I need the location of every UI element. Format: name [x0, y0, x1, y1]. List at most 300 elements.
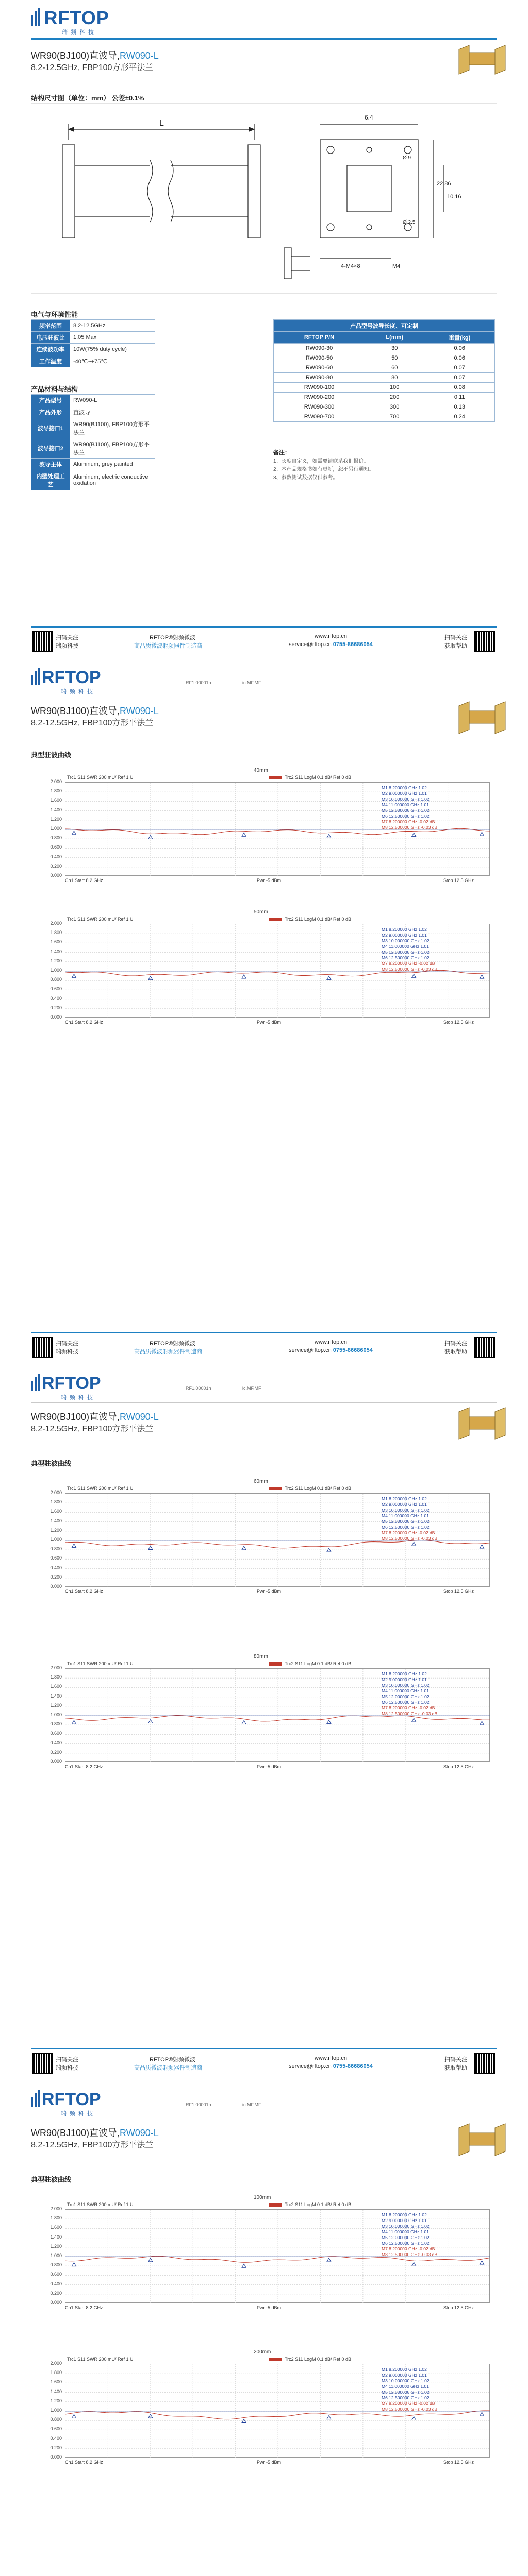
title-text: WR90(BJ100)直波导, — [31, 1412, 120, 1422]
marker-triangle-icon — [480, 832, 484, 836]
footer-banner — [0, 2048, 528, 2079]
banner-slogan-2: 高品质微波射频器件制造商 — [134, 1349, 202, 1355]
banner-rule — [31, 2048, 497, 2049]
prod-col-header: L(mm) — [365, 332, 424, 344]
y-tick-label: 0.400 — [50, 1565, 62, 1570]
swr-plot — [31, 2349, 497, 2472]
swr-plot — [31, 909, 497, 1032]
prod-cell: 80 — [365, 373, 424, 383]
y-tick-label: 0.800 — [50, 977, 62, 982]
plot-trace2-legend — [269, 2357, 351, 2362]
marker-readout — [382, 2212, 437, 2258]
dim-width-label: 6.4 — [365, 114, 373, 121]
marker-triangle-icon — [242, 1720, 246, 1724]
banner-slogan: RFTOP®射频微波 — [150, 635, 196, 641]
banner-slogan-2: 高品质微波射频器件制造商 — [134, 2065, 202, 2071]
wechat-qr-icon — [32, 631, 53, 652]
banner-site-link[interactable]: www.rftop.cn — [315, 1339, 347, 1345]
prod-cell: RW090-300 — [274, 402, 365, 412]
mat-label: 产品型号 — [31, 395, 70, 406]
y-tick-label: 1.400 — [50, 948, 62, 954]
y-tick-label: 0.200 — [50, 2445, 62, 2450]
banner-contact — [289, 1347, 373, 1353]
product-subtitle: 8.2-12.5GHz, FBP100方形平法兰 — [31, 2141, 154, 2149]
banner-email-link[interactable]: service@rftop.cn — [289, 641, 332, 648]
legend-text: Trc2 S11 LogM 0.1 dB/ Ref 0 dB — [285, 1661, 352, 1666]
prod-row — [274, 393, 495, 402]
product-subtitle: 8.2-12.5GHz, FBP100方形平法兰 — [31, 1425, 154, 1433]
plot-trace1-header: Trc1 S11 SWR 200 mU/ Ref 1 U — [67, 775, 134, 780]
y-tick-label: 1.200 — [50, 1702, 62, 1708]
plot-stop-label: Stop 12.5 GHz — [443, 2460, 474, 2465]
y-tick-label: 0.800 — [50, 2417, 62, 2422]
y-tick-label: 1.000 — [50, 1537, 62, 1542]
legend-text: Trc2 S11 LogM 0.1 dB/ Ref 0 dB — [285, 917, 352, 922]
banner-site-link[interactable]: www.rftop.cn — [315, 633, 347, 639]
marker-readout — [382, 1496, 437, 1541]
marker-line: M6 12.500000 GHz 1.02 — [382, 1524, 430, 1530]
plot-title: 40mm — [254, 768, 268, 773]
waveguide-photo — [454, 43, 510, 76]
brand-logo: RFTOP — [31, 7, 109, 29]
banner-phone: 0755-86686054 — [333, 641, 373, 648]
note-item: 3、参数测试数据仅供参考。 — [273, 475, 338, 481]
doc-number: RF1.00001h — [186, 2102, 211, 2107]
logo-subtitle: 瑞频科技 — [61, 2111, 96, 2117]
plot-title: 60mm — [254, 1479, 268, 1484]
marker-triangle-icon — [72, 2263, 76, 2266]
plot-power-label: Pwr -5 dBm — [257, 1020, 282, 1025]
marker-line: M2 9.000000 GHz 1.01 — [382, 2218, 427, 2223]
prod-cell: 300 — [365, 402, 424, 412]
dimension-drawing — [31, 103, 497, 294]
banner-slogan-2: 高品质微波射频器件制造商 — [134, 643, 202, 649]
marker-line: M4 11.000000 GHz 1.01 — [382, 1513, 429, 1518]
product-title: WR90(BJ100)直波导,RW090-L — [31, 50, 159, 61]
y-tick-label: 0.200 — [50, 1005, 62, 1010]
prod-cell: 0.13 — [424, 402, 495, 412]
plot-trace2-legend — [269, 1486, 351, 1491]
marker-line: M4 11.000000 GHz 1.01 — [382, 1688, 429, 1693]
y-tick-label: 0.400 — [50, 2435, 62, 2441]
mat-value: Aluminum, electric conductive oxidation — [70, 470, 155, 490]
y-tick-label: 0.600 — [50, 2426, 62, 2432]
banner-rule — [31, 626, 497, 628]
product-subtitle: 8.2-12.5GHz, FBP100方形平法兰 — [31, 63, 154, 72]
marker-triangle-icon — [72, 831, 76, 835]
marker-line: M4 11.000000 GHz 1.01 — [382, 2384, 429, 2389]
prod-cell: RW090-80 — [274, 373, 365, 383]
brand-logo — [31, 2090, 101, 2110]
y-tick-label: 2.000 — [50, 921, 62, 926]
mat-label: 产品外形 — [31, 406, 70, 418]
marker-triangle-icon — [480, 2261, 484, 2264]
help-qr-icon — [474, 631, 495, 652]
marker-line: M8 12.500000 GHz -0.03 dB — [382, 1536, 438, 1541]
mat-row — [31, 459, 155, 470]
qr-label-2: 获取帮助 — [444, 643, 467, 649]
marker-line: M2 9.000000 GHz 1.01 — [382, 1677, 427, 1682]
note-item: 2、本产品规格书如有更新，恕不另行通知。 — [273, 467, 374, 472]
prod-cell: RW090-100 — [274, 383, 365, 393]
marker-line: M3 10.000000 GHz 1.02 — [382, 2224, 430, 2229]
marker-triangle-icon — [412, 974, 416, 978]
banner-site-link[interactable]: www.rftop.cn — [315, 2055, 347, 2061]
plot-title: 50mm — [254, 909, 268, 915]
marker-line: M4 11.000000 GHz 1.01 — [382, 2229, 429, 2234]
y-tick-label: 0.800 — [50, 2262, 62, 2268]
plot-start-label: Ch1 Start 8.2 GHz — [65, 1589, 103, 1594]
y-tick-label: 0.000 — [50, 1759, 62, 1764]
elec-table — [31, 319, 155, 367]
marker-line: M6 12.500000 GHz 1.02 — [382, 2395, 430, 2400]
prod-cell: 0.24 — [424, 412, 495, 422]
marker-line: M1 8.200000 GHz 1.02 — [382, 927, 427, 932]
curve-section-title: 典型驻波曲线 — [31, 751, 72, 759]
y-tick-label: 0.200 — [50, 2290, 62, 2296]
wechat-label-1: 扫码关注 — [56, 2057, 78, 2063]
marker-line: M7 8.200000 GHz -0.02 dB — [382, 1705, 435, 1710]
prod-cell: RW090-60 — [274, 363, 365, 373]
elec-row — [31, 344, 155, 355]
curve-section-title: 典型驻波曲线 — [31, 2176, 72, 2183]
plot-stop-label: Stop 12.5 GHz — [443, 878, 474, 883]
y-tick-label: 0.800 — [50, 835, 62, 841]
y-tick-label: 0.600 — [50, 2272, 62, 2277]
waveguide-photo — [454, 1405, 510, 1442]
elec-value: 8.2-12.5GHz — [70, 320, 155, 332]
legend-swatch — [269, 918, 282, 921]
plot-power-label: Pwr -5 dBm — [257, 1764, 282, 1769]
marker-triangle-icon — [327, 2416, 331, 2419]
curve-section-title: 典型驻波曲线 — [31, 1460, 72, 1467]
legend-text: Trc2 S11 LogM 0.1 dB/ Ref 0 dB — [285, 2357, 352, 2362]
marker-triangle-icon — [412, 2262, 416, 2266]
plot-power-label: Pwr -5 dBm — [257, 2305, 282, 2310]
marker-line: M8 12.500000 GHz -0.03 dB — [382, 825, 438, 830]
marker-line: M7 8.200000 GHz -0.02 dB — [382, 1530, 435, 1535]
y-tick-label: 0.400 — [50, 2281, 62, 2286]
plot-title: 80mm — [254, 1654, 268, 1659]
mat-label: 波导接口2 — [31, 438, 70, 459]
legend-swatch — [269, 1662, 282, 1666]
prod-row — [274, 373, 495, 383]
marker-line: M2 9.000000 GHz 1.01 — [382, 791, 427, 796]
marker-line: M5 12.000000 GHz 1.02 — [382, 808, 430, 813]
footer-banner — [0, 626, 528, 657]
doc-code: ic.MF.MF — [242, 680, 261, 685]
y-tick-label: 1.600 — [50, 939, 62, 945]
marker-triangle-icon — [242, 1546, 246, 1550]
legend-swatch — [269, 776, 282, 779]
help-qr-icon — [474, 1337, 495, 1358]
y-tick-label: 1.000 — [50, 2253, 62, 2258]
marker-line: M6 12.500000 GHz 1.02 — [382, 1700, 430, 1705]
prod-row — [274, 402, 495, 412]
prod-title: 产品型号波导长度、可定制 — [274, 320, 495, 332]
prod-row — [274, 353, 495, 363]
y-tick-label: 1.600 — [50, 1509, 62, 1514]
marker-line: M8 12.500000 GHz -0.03 dB — [382, 1711, 438, 1716]
marker-triangle-icon — [480, 1545, 484, 1548]
marker-line: M6 12.500000 GHz 1.02 — [382, 814, 430, 819]
y-tick-label: 1.200 — [50, 816, 62, 822]
elec-label: 工作温度 — [31, 355, 70, 367]
page-header — [0, 665, 528, 742]
plot-stop-label: Stop 12.5 GHz — [443, 1020, 474, 1025]
prod-cell: 0.11 — [424, 393, 495, 402]
mat-row — [31, 418, 155, 438]
doc-number: RF1.00001h — [186, 680, 211, 685]
y-tick-label: 1.600 — [50, 1684, 62, 1689]
prod-cell: 0.07 — [424, 373, 495, 383]
banner-phone: 0755-86686054 — [333, 2063, 373, 2070]
marker-triangle-icon — [327, 834, 331, 838]
brand-logo — [31, 668, 101, 688]
dim-side2-label: 10.16 — [447, 194, 461, 200]
y-tick-label: 1.000 — [50, 826, 62, 831]
marker-triangle-icon — [412, 2417, 416, 2420]
plot-trace2-legend — [269, 917, 351, 922]
product-title — [31, 2126, 159, 2139]
y-tick-label: 1.800 — [50, 2215, 62, 2221]
note-item: 1、长度自定义，如需要请联系我们报价。 — [273, 459, 369, 464]
plot-title: 200mm — [254, 2349, 271, 2355]
y-tick-label: 0.000 — [50, 2454, 62, 2460]
banner-rule — [31, 1332, 497, 1333]
product-subtitle: 8.2-12.5GHz, FBP100方形平法兰 — [31, 719, 154, 727]
marker-line: M1 8.200000 GHz 1.02 — [382, 1496, 427, 1501]
page-header — [0, 1370, 528, 1448]
brand-logo — [31, 1374, 101, 1394]
plot-trace1-header: Trc1 S11 SWR 200 mU/ Ref 1 U — [67, 2202, 134, 2207]
qr-label-1: 扫码关注 — [444, 635, 467, 641]
marker-line: M4 11.000000 GHz 1.01 — [382, 802, 429, 807]
prod-cell: 0.06 — [424, 344, 495, 353]
y-tick-label: 1.800 — [50, 930, 62, 936]
elec-title: 电气与环境性能 — [31, 311, 78, 318]
prod-cell: RW090-30 — [274, 344, 365, 353]
y-tick-label: 1.600 — [50, 2379, 62, 2385]
marker-triangle-icon — [327, 2258, 331, 2262]
marker-line: M1 8.200000 GHz 1.02 — [382, 1671, 427, 1676]
dim-thread-label: M4 — [392, 263, 401, 269]
marker-line: M7 8.200000 GHz -0.02 dB — [382, 961, 435, 966]
marker-line: M5 12.000000 GHz 1.02 — [382, 950, 430, 955]
y-tick-label: 0.400 — [50, 854, 62, 859]
prod-cell: 50 — [365, 353, 424, 363]
marker-line: M1 8.200000 GHz 1.02 — [382, 2212, 427, 2217]
y-tick-label: 0.200 — [50, 1749, 62, 1755]
swr-plot — [31, 2195, 497, 2317]
header-rule — [31, 38, 497, 40]
marker-line: M8 12.500000 GHz -0.03 dB — [382, 967, 438, 972]
marker-triangle-icon — [480, 975, 484, 978]
marker-triangle-icon — [72, 1544, 76, 1547]
wechat-label-2: 瑞频科技 — [56, 643, 78, 649]
marker-line: M5 12.000000 GHz 1.02 — [382, 1519, 430, 1524]
y-tick-label: 2.000 — [50, 2206, 62, 2211]
y-tick-label: 0.000 — [50, 2300, 62, 2305]
marker-line: M7 8.200000 GHz -0.02 dB — [382, 819, 435, 824]
prod-cell: 200 — [365, 393, 424, 402]
marker-line: M7 8.200000 GHz -0.02 dB — [382, 2246, 435, 2251]
prod-cell: 30 — [365, 344, 424, 353]
product-models-table — [273, 319, 495, 422]
swr-plot — [31, 1654, 497, 1776]
marker-readout — [382, 2367, 437, 2412]
prod-cell: RW090-700 — [274, 412, 365, 422]
title-pn: RW090-L — [120, 706, 159, 716]
marker-triangle-icon — [72, 2414, 76, 2418]
prod-row — [274, 344, 495, 353]
y-tick-label: 1.400 — [50, 1518, 62, 1523]
mat-value: WR90(BJ100), FBP100方形平法兰 — [70, 418, 155, 438]
swr-plot — [31, 1479, 497, 1601]
y-tick-label: 1.200 — [50, 958, 62, 963]
marker-readout — [382, 1671, 437, 1717]
product-title — [31, 1410, 159, 1423]
footer-banner — [0, 1332, 528, 1363]
mat-title: 产品材料与结构 — [31, 385, 78, 393]
y-tick-label: 0.200 — [50, 1574, 62, 1580]
y-tick-label: 0.000 — [50, 873, 62, 878]
logo-bars-icon — [31, 8, 42, 29]
marker-line: M5 12.000000 GHz 1.02 — [382, 1694, 430, 1699]
plot-stop-label: Stop 12.5 GHz — [443, 1764, 474, 1769]
prod-cell: 700 — [365, 412, 424, 422]
elec-row — [31, 355, 155, 367]
y-tick-label: 1.800 — [50, 788, 62, 794]
y-tick-label: 1.200 — [50, 2243, 62, 2249]
swr-plot — [31, 768, 497, 890]
prod-cell: RW090-50 — [274, 353, 365, 363]
title-pn: RW090-L — [120, 2128, 159, 2138]
logo-subtitle: 瑞频科技 — [62, 29, 97, 36]
title-pn: RW090-L — [120, 1412, 159, 1422]
banner-email-link[interactable]: service@rftop.cn — [289, 1347, 332, 1353]
title-text: WR90(BJ100)直波导, — [31, 706, 120, 716]
header-rule — [31, 1402, 497, 1403]
legend-text: Trc2 S11 LogM 0.1 dB/ Ref 0 dB — [285, 1486, 352, 1491]
plot-trace1-header: Trc1 S11 SWR 200 mU/ Ref 1 U — [67, 2357, 134, 2362]
marker-line: M3 10.000000 GHz 1.02 — [382, 1507, 430, 1513]
y-tick-label: 0.400 — [50, 1740, 62, 1745]
marker-readout — [382, 785, 437, 831]
y-tick-label: 1.000 — [50, 968, 62, 973]
y-tick-label: 0.000 — [50, 1584, 62, 1589]
mat-row — [31, 470, 155, 490]
marker-triangle-icon — [327, 1720, 331, 1724]
mat-label: 内壁处理工艺 — [31, 470, 70, 490]
y-tick-label: 0.600 — [50, 844, 62, 850]
y-tick-label: 1.400 — [50, 1693, 62, 1699]
legend-text: Trc2 S11 LogM 0.1 dB/ Ref 0 dB — [285, 2202, 352, 2207]
prod-row — [274, 383, 495, 393]
logo-text: RFTOP — [42, 668, 101, 687]
marker-line: M7 8.200000 GHz -0.02 dB — [382, 2401, 435, 2406]
plot-trace1-header: Trc1 S11 SWR 200 mU/ Ref 1 U — [67, 1486, 134, 1491]
product-title — [31, 704, 159, 717]
banner-email-link[interactable]: service@rftop.cn — [289, 2063, 332, 2070]
banner-slogan: RFTOP®射频微波 — [150, 2057, 196, 2063]
banner-phone: 0755-86686054 — [333, 1347, 373, 1353]
marker-triangle-icon — [72, 974, 76, 978]
marker-line: M4 11.000000 GHz 1.01 — [382, 944, 429, 949]
elec-row — [31, 320, 155, 332]
prod-cell: 0.06 — [424, 353, 495, 363]
marker-line: M6 12.500000 GHz 1.02 — [382, 2241, 430, 2246]
elec-value: -40℃~+75℃ — [70, 355, 155, 367]
doc-code: ic.MF.MF — [242, 1386, 261, 1391]
prod-cell: 100 — [365, 383, 424, 393]
y-tick-label: 1.800 — [50, 1499, 62, 1505]
marker-triangle-icon — [242, 833, 246, 836]
prod-cell: RW090-200 — [274, 393, 365, 402]
marker-triangle-icon — [242, 2419, 246, 2423]
legend-text: Trc2 S11 LogM 0.1 dB/ Ref 0 dB — [285, 775, 352, 780]
notes-title: 备注： — [273, 450, 290, 456]
marker-line: M5 12.000000 GHz 1.02 — [382, 2235, 430, 2240]
help-qr-icon — [474, 2053, 495, 2074]
y-tick-label: 0.600 — [50, 986, 62, 992]
plot-stop-label: Stop 12.5 GHz — [443, 2305, 474, 2310]
logo-bars-icon — [31, 1374, 42, 1394]
qr-label-2: 获取帮助 — [444, 1349, 467, 1355]
marker-triangle-icon — [327, 976, 331, 980]
logo-subtitle: 瑞频科技 — [61, 1395, 96, 1401]
wechat-label-1: 扫码关注 — [56, 635, 78, 641]
plot-trace2-legend — [269, 1661, 351, 1666]
elec-value: 1.05 Max — [70, 332, 155, 344]
plot-trace1-header: Trc1 S11 SWR 200 mU/ Ref 1 U — [67, 1661, 134, 1666]
y-tick-label: 0.600 — [50, 1731, 62, 1736]
elec-label: 连续波功率 — [31, 344, 70, 355]
marker-triangle-icon — [412, 1718, 416, 1722]
prod-cell: 0.07 — [424, 363, 495, 373]
marker-line: M6 12.500000 GHz 1.02 — [382, 955, 430, 960]
y-tick-label: 2.000 — [50, 2361, 62, 2366]
mat-value: 直波导 — [70, 406, 155, 418]
marker-line: M8 12.500000 GHz -0.03 dB — [382, 2406, 438, 2412]
y-tick-label: 0.200 — [50, 863, 62, 869]
y-tick-label: 1.600 — [50, 2225, 62, 2230]
marker-line: M3 10.000000 GHz 1.02 — [382, 796, 430, 802]
page-header — [0, 2087, 528, 2164]
prod-cell: 60 — [365, 363, 424, 373]
wechat-label-2: 瑞频科技 — [56, 1349, 78, 1355]
mat-value: Aluminum, grey painted — [70, 459, 155, 470]
title-text: WR90(BJ100)直波导, — [31, 2128, 120, 2138]
mat-label: 波导接口1 — [31, 418, 70, 438]
dim-hole-label: 4-M4×8 — [341, 263, 360, 269]
y-tick-label: 2.000 — [50, 779, 62, 784]
logo-subtitle: 瑞频科技 — [61, 689, 96, 695]
legend-swatch — [269, 1487, 282, 1490]
prod-col-header: 重量(kg) — [424, 332, 495, 344]
mat-value: RW090-L — [70, 395, 155, 406]
plot-title: 100mm — [254, 2195, 271, 2200]
marker-triangle-icon — [242, 975, 246, 978]
marker-triangle-icon — [480, 1721, 484, 1725]
y-tick-label: 1.400 — [50, 2388, 62, 2394]
banner-contact — [289, 641, 373, 648]
dim-dia1-label: Ø 9 — [403, 155, 411, 161]
marker-triangle-icon — [412, 1542, 416, 1546]
doc-number: RF1.00001h — [186, 1386, 211, 1391]
y-tick-label: 0.800 — [50, 1546, 62, 1552]
marker-line: M3 10.000000 GHz 1.02 — [382, 1683, 430, 1688]
